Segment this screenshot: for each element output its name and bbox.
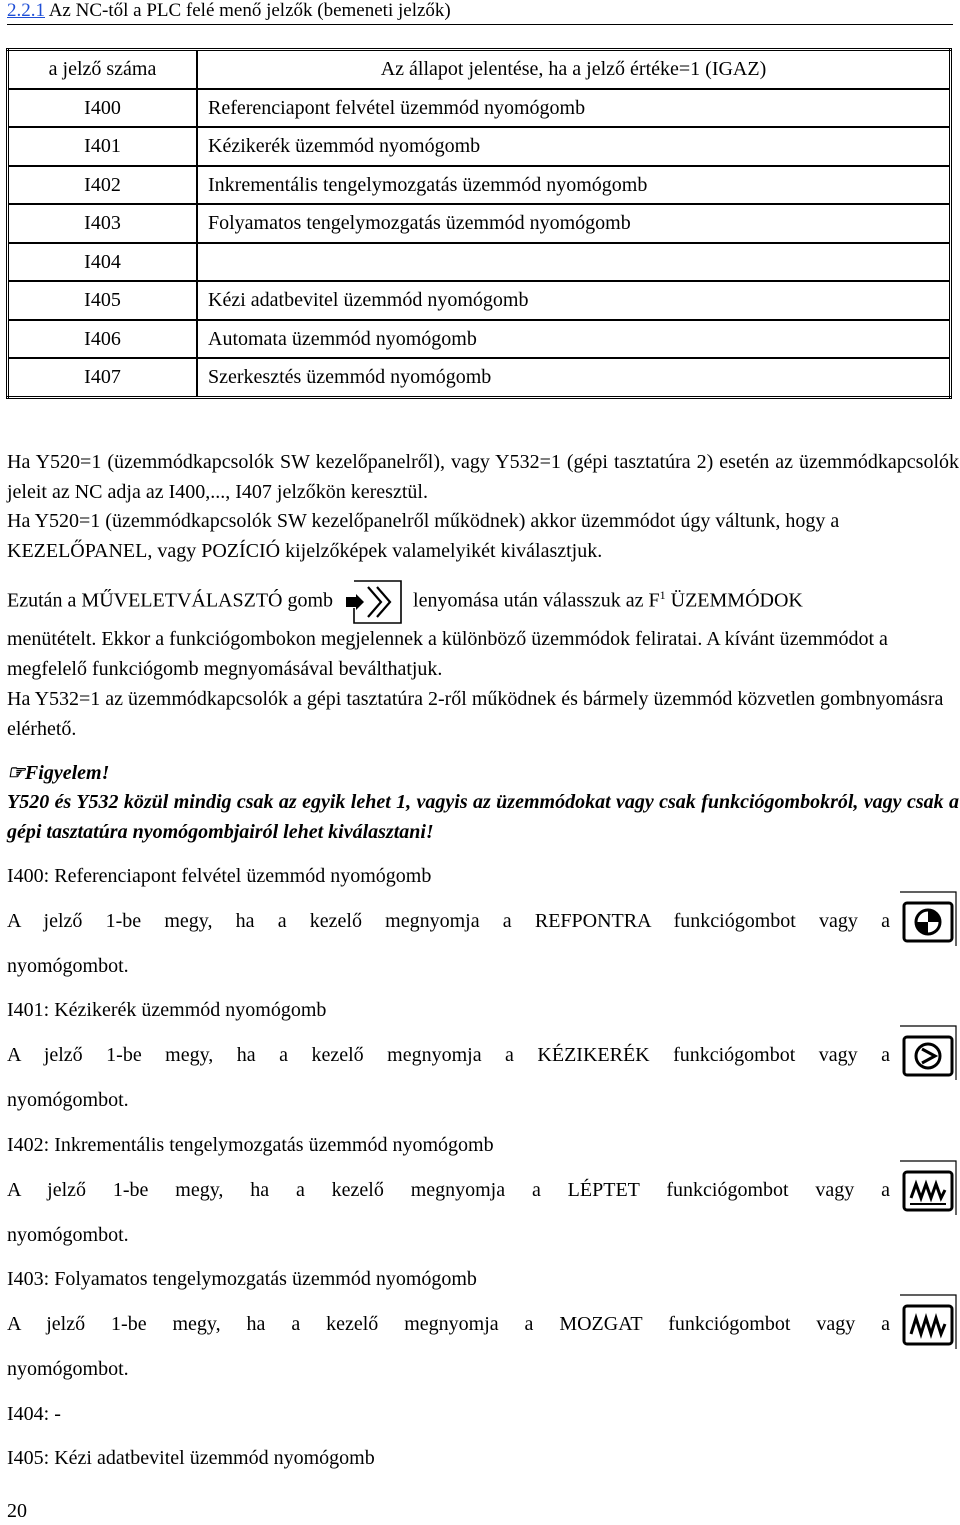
section-code: I401	[7, 999, 44, 1021]
table-row	[8, 127, 951, 166]
column-header-meaning: Az állapot jelentése, ha a jelző értéke=1 (IGAZ)	[197, 50, 951, 89]
section-code: I404	[7, 1403, 44, 1425]
operation-selector-text-after: lenyomása után válasszuk az F	[413, 589, 660, 612]
section-title-i402	[7, 1130, 959, 1160]
section-number-link[interactable]: 2.2.1	[7, 0, 45, 21]
section-line-i401: A jelző 1-be megy, ha a kezelő megnyomja a KÉZIKERÉK funkciógombot vagy a	[7, 1044, 890, 1066]
section-title-i404	[7, 1399, 959, 1429]
reference-point-key-icon	[899, 891, 957, 947]
signal-code: I405	[8, 281, 198, 320]
table-row	[8, 166, 951, 205]
paragraph-machine-keyboard: Ha Y532=1 az üzemmódkapcsolók a gépi tasztatúra 2-ről működnek és bármely üzemmód közvetlen gombnyomásra elérhető.	[7, 688, 944, 740]
signal-description: Inkrementális tengelymozgatás üzemmód nyomógomb	[197, 166, 951, 205]
table-header-row	[8, 50, 951, 89]
signal-code: I401	[8, 127, 198, 166]
incremental-jog-key-icon	[899, 1160, 957, 1216]
table-row	[8, 281, 951, 320]
section-code: I402	[7, 1134, 44, 1156]
section-title-text: : Folyamatos tengelymozgatás üzemmód nyomógomb	[43, 1268, 477, 1290]
section-title-i403	[7, 1264, 959, 1294]
table-row	[8, 320, 951, 359]
section-line2-i403: nyomógombot.	[7, 1358, 129, 1380]
paragraph-panel-switch: Ha Y520=1 (üzemmódkapcsolók SW kezelőpanelről működnek) akkor üzemmódot úgy váltunk, hogy a KEZELŐPANEL, vagy POZÍCIÓ kijelzőképek valamelyikét kiválasztjuk.	[7, 510, 840, 562]
section-title-text: : Kézikerék üzemmód nyomógomb	[43, 999, 327, 1021]
paragraph-operation-selector	[7, 576, 959, 624]
section-line2-i402: nyomógombot.	[7, 1224, 129, 1246]
signal-code: I403	[8, 204, 198, 243]
section-title: Az NC-től a PLC felé menő jelzők (bemeneti jelzők)	[45, 0, 451, 21]
signal-code: I404	[8, 243, 198, 282]
signal-code: I406	[8, 320, 198, 359]
table-row	[8, 358, 951, 397]
section-heading	[7, 0, 953, 25]
signal-description: Kézi adatbevitel üzemmód nyomógomb	[197, 281, 951, 320]
superscript-one: 1	[659, 588, 666, 602]
column-header-signal-number: a jelző száma	[8, 50, 198, 89]
signal-description	[197, 243, 951, 282]
operation-selector-key-icon	[344, 580, 402, 624]
section-title-text: : -	[43, 1403, 61, 1425]
continuous-jog-key-icon	[899, 1294, 957, 1350]
signal-description: Kézikerék üzemmód nyomógomb	[197, 127, 951, 166]
section-line-i403: A jelző 1-be megy, ha a kezelő megnyomja a MOZGAT funkciógombot vagy a	[7, 1313, 890, 1335]
section-title-text: : Inkrementális tengelymozgatás üzemmód nyomógomb	[43, 1134, 494, 1156]
table-row	[8, 204, 951, 243]
paragraph-menu-item: menütételt. Ekkor a funkciógombokon megjelennek a különböző üzemmódok feliratai. A kívánt üzemmódot a megfelelő funkciógomb megnyomásával beválthatjuk.	[7, 628, 888, 680]
signal-code: I402	[8, 166, 198, 205]
table-row	[8, 243, 951, 282]
signal-description: Szerkesztés üzemmód nyomógomb	[197, 358, 951, 397]
section-code: I400	[7, 865, 44, 887]
section-title-text: : Kézi adatbevitel üzemmód nyomógomb	[43, 1447, 375, 1469]
signal-description: Folyamatos tengelymozgatás üzemmód nyomógomb	[197, 204, 951, 243]
page-number: 20	[7, 1500, 27, 1522]
warning-text: Y520 és Y532 közül mindig csak az egyik lehet 1, vagyis az üzemmódokat vagy csak funkciógombokról, vagy csak a gépi tasztatúra nyomógombjairól lehet kiválasztani!	[7, 791, 959, 843]
section-title-i400	[7, 861, 959, 891]
signal-code: I400	[8, 89, 198, 128]
signal-description: Automata üzemmód nyomógomb	[197, 320, 951, 359]
section-line-i402: A jelző 1-be megy, ha a kezelő megnyomja a LÉPTET funkciógombot vagy a	[7, 1179, 890, 1201]
signal-table	[6, 48, 952, 399]
table-row	[8, 89, 951, 128]
section-code: I403	[7, 1268, 44, 1290]
signal-code: I407	[8, 358, 198, 397]
operation-selector-text-end: ÜZEMMÓDOK	[665, 589, 803, 612]
section-code: I405	[7, 1447, 44, 1469]
warning-title: ☞Figyelem!	[7, 762, 110, 784]
handwheel-key-icon	[899, 1025, 957, 1081]
signal-description: Referenciapont felvétel üzemmód nyomógomb	[197, 89, 951, 128]
section-title-text: : Referenciapont felvétel üzemmód nyomógomb	[43, 865, 432, 887]
section-title-i401	[7, 995, 959, 1025]
paragraph-mode-source: Ha Y520=1 (üzemmódkapcsolók SW kezelőpanelről), vagy Y532=1 (gépi tasztatúra 2) esetén az üzemmódkapcsolók jeleit az NC adja az I400,..., I407 jelzőkön keresztül.	[7, 451, 959, 503]
section-line-i400: A jelző 1-be megy, ha a kezelő megnyomja a REFPONTRA funkciógombot vagy a	[7, 910, 890, 932]
operation-selector-text-before: Ezután a MŰVELETVÁLASZTÓ gomb	[7, 589, 334, 612]
section-title-i405	[7, 1443, 959, 1473]
section-line2-i400: nyomógombot.	[7, 955, 129, 977]
section-line2-i401: nyomógombot.	[7, 1089, 129, 1111]
